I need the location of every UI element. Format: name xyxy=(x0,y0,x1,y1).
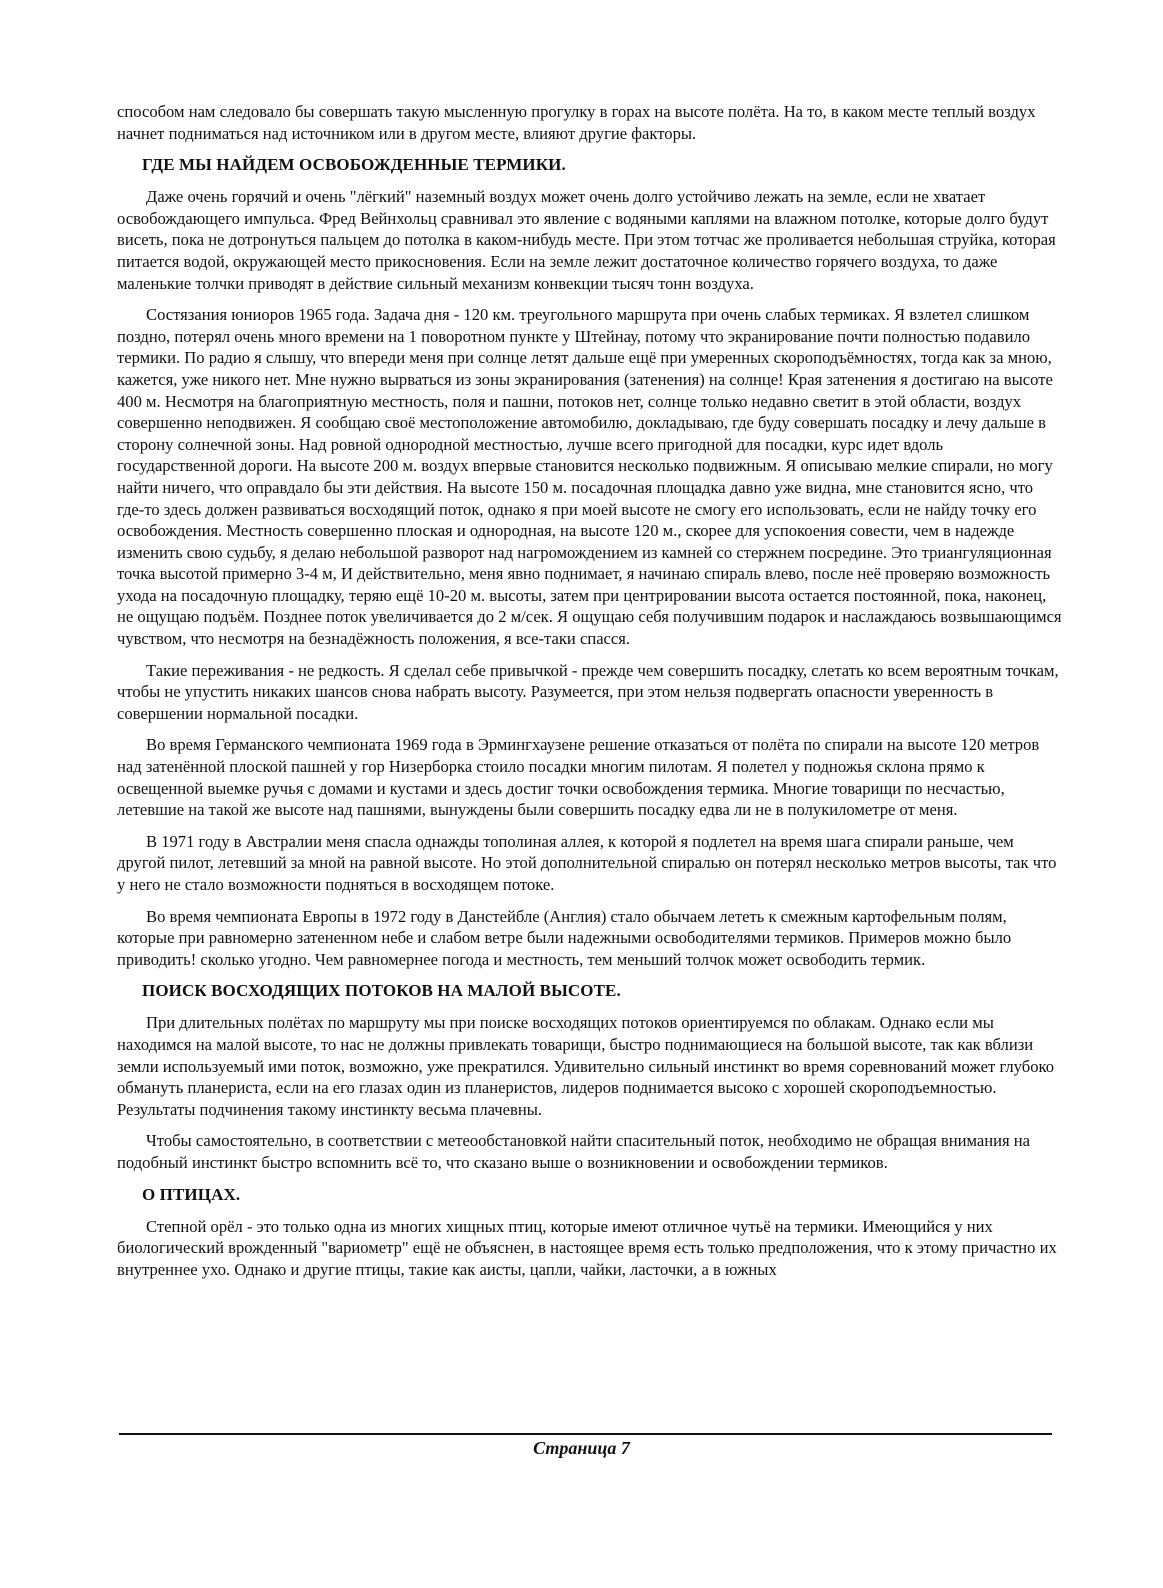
paragraph: Чтобы самостоятельно, в соответствии с метеообстановкой найти спасительный поток, необходимо не обращая внимания на подобный инстинкт быстро вспомнить всё то, что сказано выше о возникновении и освобождении термиков. xyxy=(117,1131,1031,1172)
paragraph: Во время Германского чемпионата 1969 года в Эрмингхаузене решение отказаться от полёта по спирали на высоте 120 метров над затенённой плоской пашней у гор Низерборка стоило посадки многим пилотам. Я полетел у подножья склона прямо к освещенной выемке ручья с домами и кустами и здесь достиг точки освобождения термика. Многие товарищи по несчастью, летевшие на такой же высоте над пашнями, вынуждены были совершить посадку едва ли не в полукилометре от меня. xyxy=(117,735,1040,820)
section-heading-low-altitude-search: ПОИСК ВОСХОДЯЩИХ ПОТОКОВ НА МАЛОЙ ВЫСОТЕ. xyxy=(142,981,621,1001)
paragraph: Во время чемпионата Европы в 1972 году в Данстейбле (Англия) стало обычаем лететь к смежным картофельным полям, которые при равномерно затененном небе и слабом ветре были надежными освободителями термиков. Примеров можно было приводить! сколько угодно. Чем равномернее погода и местность, тем меньший толчок может освободить термик. xyxy=(117,906,1012,969)
paragraph: В 1971 году в Австралии меня спасла однажды тополиная аллея, к которой я подлетел на время шага спирали раньше, чем другой пилот, летевший за мной на равной высоте. Но этой дополнительной спиралью он потерял несколько метров высоты, так что у него не стало возможности подняться в восходящем потоке. xyxy=(117,831,1057,894)
section-heading-birds: О ПТИЦАХ. xyxy=(142,1184,241,1204)
paragraph: Даже очень горячий и очень "лёгкий" наземный воздух может очень долго устойчиво лежать на земле, если не хватает освобождающего импульса. Фред Вейнхольц сравнивал это явление с водяными каплями на влажном потолке, которые долго будут висеть, пока не дотронуться пальцем до потолка в каком-нибудь месте. При этом тотчас же проливается небольшая струйка, которая питается водой, окружающей место прикосновения. Если на земле лежит достаточное количество горячего воздуха, то даже маленькие толчки приводят в действие сильный механизм конвекции тысяч тонн воздуха. xyxy=(117,187,1056,293)
page-body xyxy=(117,101,1062,1290)
paragraph: При длительных полётах по маршруту мы при поиске восходящих потоков ориентируемся по облакам. Однако если мы находимся на малой высоте, то нас не должны привлекать товарищи, быстро поднимающиеся на большой высоте, так как вблизи земли используемый ими поток, возможно, уже прекратился. Удивительно сильный инстинкт во время соревнований может глубоко обмануть планериста, если на его глазах один из планеристов, лидеров поднимается высоко с хорошей скороподъемностью. Результаты подчинения такому инстинкту весьма плачевны. xyxy=(117,1013,1055,1119)
paragraph: Степной орёл - это только одна из многих хищных птиц, которые имеют отличное чутьё на термики. Имеющийся у них биологический врожденный "вариометр" ещё не объяснен, в настоящее время есть только предположения, что к этому причастно их внутреннее ухо. Однако и другие птицы, такие как аисты, цапли, чайки, ласточки, а в южных xyxy=(117,1216,1057,1279)
page-number: Страница 7 xyxy=(533,1438,630,1458)
paragraph: Состязания юниоров 1965 года. Задача дня - 120 км. треугольного маршрута при очень слабых термиках. Я взлетел слишком поздно, потерял очень много времени на 1 поворотном пункте у Штейнау, потому что экранирование почти полностью подавило термики. По радио я слышу, что впереди меня при солнце летят дальше ещё при умеренных скороподъёмностях, тогда как за мною, кажется, уже никого нет. Мне нужно вырваться из зоны экранирования (затенения) на солнце! Края затенения я достигаю на высоте 400 м. Несмотря на благоприятную местность, поля и пашни, потоков нет, солнце только недавно светит в этой области, воздух совершенно неподвижен. Я сообщаю своё местоположение автомобилю, докладываю, где буду совершать посадку и лечу дальше в сторону солнечной зоны. Над ровной однородной местностью, лучше всего пригодной для посадки, курс идет вдоль государственной дороги. На высоте 200 м. воздух впервые становится несколько подвижным. Я описываю мелкие спирали, но могу найти ничего, что оправдало бы эти действия. На высоте 150 м. посадочная площадка давно уже видна, мне становится ясно, что где-то здесь должен развиваться восходящий поток, однако я при моей высоте не смогу его использовать, если не найду точку его освобождения. Местность совершенно плоская и однородная, на высоте 120 м., скорее для успокоения совести, чем в надежде изменить свою судьбу, я делаю небольшой разворот над нагромождением из камней со стержнем посредине. Это триангуляционная точка высотой примерно 3-4 м, И действительно, меня явно поднимает, я начинаю спираль влево, после неё проверяю возможность ухода на посадочную площадку, теряю ещё 10-20 м. высоты, затем при центрировании высота остается постоянной, пока, наконец, не ощущаю подъём. Позднее поток увеличивается до 2 м/сек. Я ощущаю себя получившим подарок и наслаждаюсь возвышающимся чувством, что несмотря на безнадёжность положения, я все-таки спасся. xyxy=(117,305,1062,649)
footer-divider xyxy=(119,1433,1052,1435)
paragraph: Такие переживания - не редкость. Я сделал себе привычкой - прежде чем совершить посадку, слетать ко всем вероятным точкам, чтобы не упустить никаких шансов снова набрать высоту. Разумеется, при этом нельзя подвергать опасности уверенность в совершении нормальной посадки. xyxy=(117,660,1059,723)
section-heading-released-thermals: ГДЕ МЫ НАЙДЕМ ОСВОБОЖДЕННЫЕ ТЕРМИКИ. xyxy=(142,155,566,175)
paragraph-continuation: способом нам следовало бы совершать такую мысленную прогулку в горах на высоте полёта. На то, в каком месте теплый воздух начнет подниматься над источником или в другом месте, влияют другие факторы. xyxy=(117,102,1036,143)
